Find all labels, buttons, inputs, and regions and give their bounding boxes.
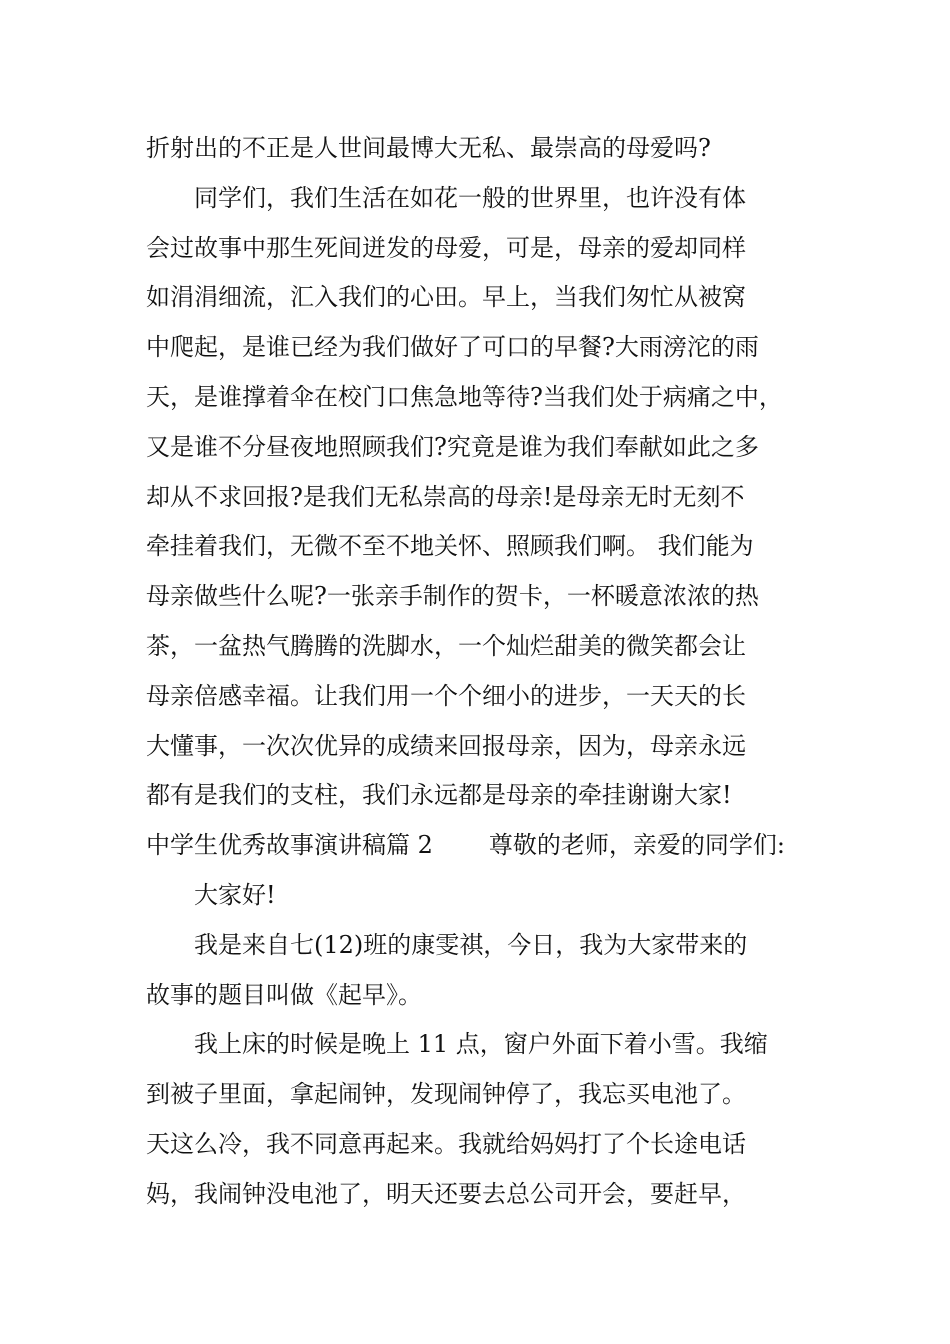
text-line: 母亲做些什么呢?一张亲手制作的贺卡，一杯暖意浓浓的热 (146, 582, 759, 611)
text-line: 大懂事，一次次优异的成绩来回报母亲，因为，母亲永远 (146, 731, 746, 760)
text-line: 折射出的不正是人世间最博大无私、最崇高的母爱吗? (146, 134, 711, 162)
text-line: 母亲倍感幸福。让我们用一个个细小的进步，一天天的长 (146, 681, 746, 710)
text-line: 我上床的时候是晚上 11 点，窗户外面下着小雪。我缩 (194, 1030, 768, 1059)
text-line: 天这么冷，我不同意再起来。我就给妈妈打了个长途电话 (146, 1129, 746, 1158)
body-text (146, 124, 826, 1220)
text-line: 天，是谁撑着伞在校门口焦急地等待?当我们处于病痛之中， (146, 382, 783, 411)
text-line: 都有是我们的支柱，我们永远都是母亲的牵挂谢谢大家! (146, 781, 732, 810)
greeting: 尊敬的老师，亲爱的同学们: (488, 831, 785, 860)
section-heading-line (146, 821, 826, 871)
text-line: 我是来自七(12)班的康雯祺，今日，我为大家带来的 (194, 930, 748, 959)
text-line: 中爬起，是谁已经为我们做好了可口的早餐?大雨滂沱的雨 (146, 333, 759, 362)
text-line: 茶，一盆热气腾腾的洗脚水，一个灿烂甜美的微笑都会让 (146, 631, 746, 660)
text-line: 会过故事中那生死间迸发的母爱，可是，母亲的爱却同样 (146, 233, 746, 262)
text-line: 妈，我闹钟没电池了，明天还要去总公司开会，要赶早， (146, 1179, 746, 1208)
text-line: 却从不求回报?是我们无私崇高的母亲!是母亲无时无刻不 (146, 482, 745, 511)
text-line: 又是谁不分昼夜地照顾我们?究竟是谁为我们奉献如此之多 (146, 432, 759, 461)
section-title: 中学生优秀故事演讲稿篇 2 (146, 831, 433, 860)
text-line: 大家好! (194, 880, 276, 909)
text-line: 故事的题目叫做《起早》。 (146, 980, 422, 1009)
text-line: 到被子里面，拿起闹钟，发现闹钟停了，我忘买电池了。 (146, 1080, 746, 1109)
text-line: 牵挂着我们，无微不至不地关怀、照顾我们啊。 我们能为 (146, 532, 754, 561)
text-line: 同学们，我们生活在如花一般的世界里，也许没有体 (194, 183, 746, 212)
text-line: 如涓涓细流，汇入我们的心田。早上，当我们匆忙从被窝 (146, 283, 746, 312)
